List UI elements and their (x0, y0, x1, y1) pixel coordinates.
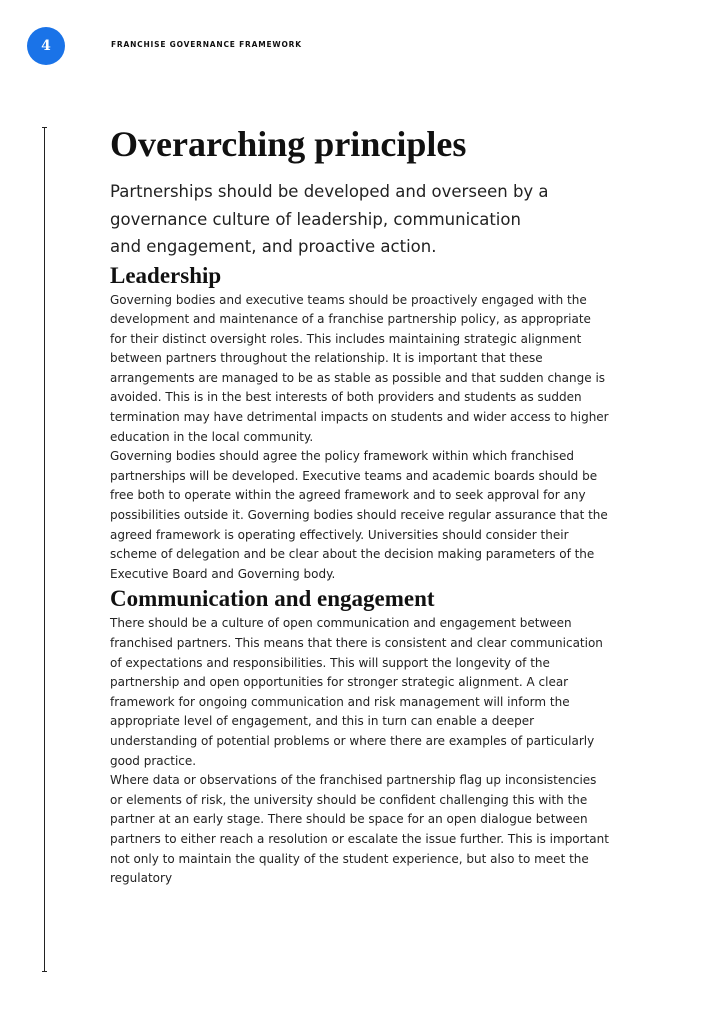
communication-paragraph-1: There should be a culture of open communication and engagement between franchised partners. This means that there is consistent and clear communication of expectations and responsibilities. This will support the longevity of the partnership and open opportunities for stronger strategic alignment. A clear framework for ongoing communication and risk management will inform the appropriate level of engagement, and this in turn can enable a deeper understanding of potential problems or where there are examples of particularly good practice. (110, 616, 603, 768)
section-heading-leadership: Leadership (110, 262, 222, 288)
section-heading-communication: Communication and engagement (110, 586, 435, 612)
running-header: FRANCHISE GOVERNANCE FRAMEWORK (111, 40, 302, 49)
leadership-paragraph-2: Governing bodies should agree the policy framework within which franchised partnerships will be developed. Executive teams and academic boards should be free both to operate within the agreed framework and to seek approval for any possibilities outside it. Governing bodies should receive regular assurance that the agreed framework is operating effectively. Universities should consider their scheme of delegation and be clear about the decision making parameters of the Executive Board and Governing body. (110, 449, 608, 581)
page-title: Overarching principles (110, 124, 467, 164)
page-number-badge: 4 (27, 27, 65, 65)
lead-paragraph: Partnerships should be developed and overseen by a governance culture of leadership, communication and engagement, and proactive action. (110, 182, 549, 256)
main-content (110, 120, 610, 889)
margin-rule (44, 127, 45, 972)
leadership-paragraph-1: Governing bodies and executive teams should be proactively engaged with the development and maintenance of a franchise partnership policy, as appropriate for their distinct oversight roles. This includes maintaining strategic alignment between partners throughout the relationship. It is important that these arrangements are managed to be as stable as possible and that sudden change is avoided. This is in the best interests of both providers and students as sudden termination may have detrimental impacts on students and wider access to higher education in the local community. (110, 292, 609, 444)
communication-paragraph-2: Where data or observations of the franchised partnership flag up inconsistencies or elements of risk, the university should be confident challenging this with the partner at an early stage. There should be space for an open dialogue between partners to either reach a resolution or escalate the issue further. This is important not only to maintain the quality of the student experience, but also to meet the regulatory (110, 773, 609, 886)
